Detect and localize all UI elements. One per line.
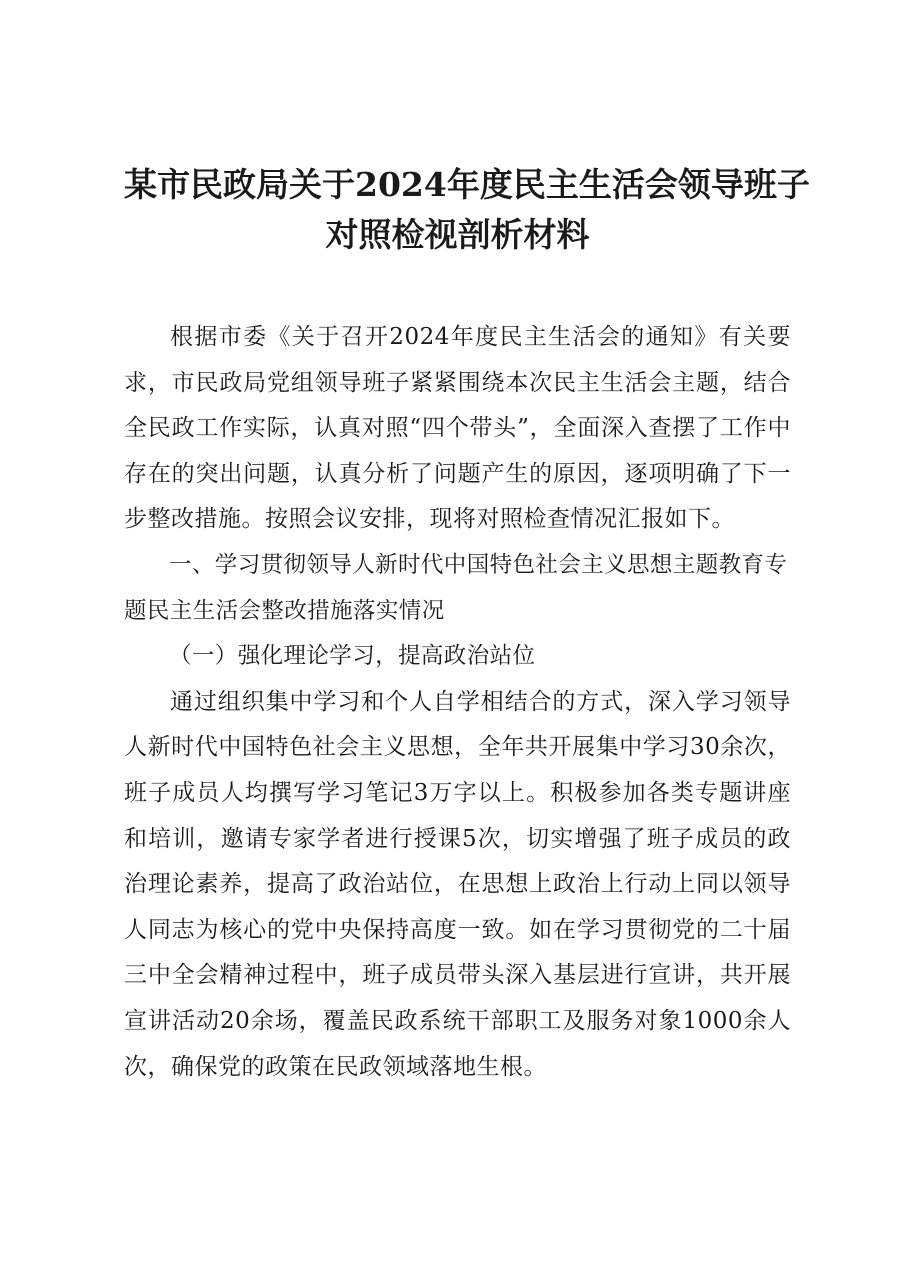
subsection-1-heading: （一）强化理论学习，提高政治站位	[169, 643, 536, 670]
document-title	[124, 160, 810, 260]
title-line-2: 对照检视剖析材料	[325, 215, 590, 254]
title-line-1: 某市民政局关于2024年度民主生活会领导班子	[124, 165, 810, 204]
intro-paragraph: 根据市委《关于召开2024年度民主生活会的通知》有关要求，市民政局党组领导班子紧紧围绕本次民主生活会主题，结合全民政工作实际，认真对照“四个带头”，全面深入查摆了工作中存在的突出问题，认真分析了问题产生的原因，逐项明确了下一步整改措施。按照会议安排，现将对照检查情况汇报如下。	[124, 324, 791, 533]
section-1-heading: 一、学习贯彻领导人新时代中国特色社会主义思想主题教育专题民主生活会整改措施落实情况	[124, 551, 788, 624]
document-body	[124, 315, 791, 1090]
subsection-1-paragraph: 通过组织集中学习和个人自学相结合的方式，深入学习领导人新时代中国特色社会主义思想，全年共开展集中学习30余次，班子成员人均撰写学习笔记3万字以上。积极参加各类专题讲座和培训，邀请专家学者进行授课5次，切实增强了班子成员的政治理论素养，提高了政治站位，在思想上政治上行动上同以领导人同志为核心的党中央保持高度一致。如在学习贯彻党的二十届三中全会精神过程中，班子成员带头深入基层进行宣讲，共开展宣讲活动20余场，覆盖民政系统干部职工及服务对象1000余人次，确保党的政策在民政领域落地生根。	[124, 688, 791, 1080]
